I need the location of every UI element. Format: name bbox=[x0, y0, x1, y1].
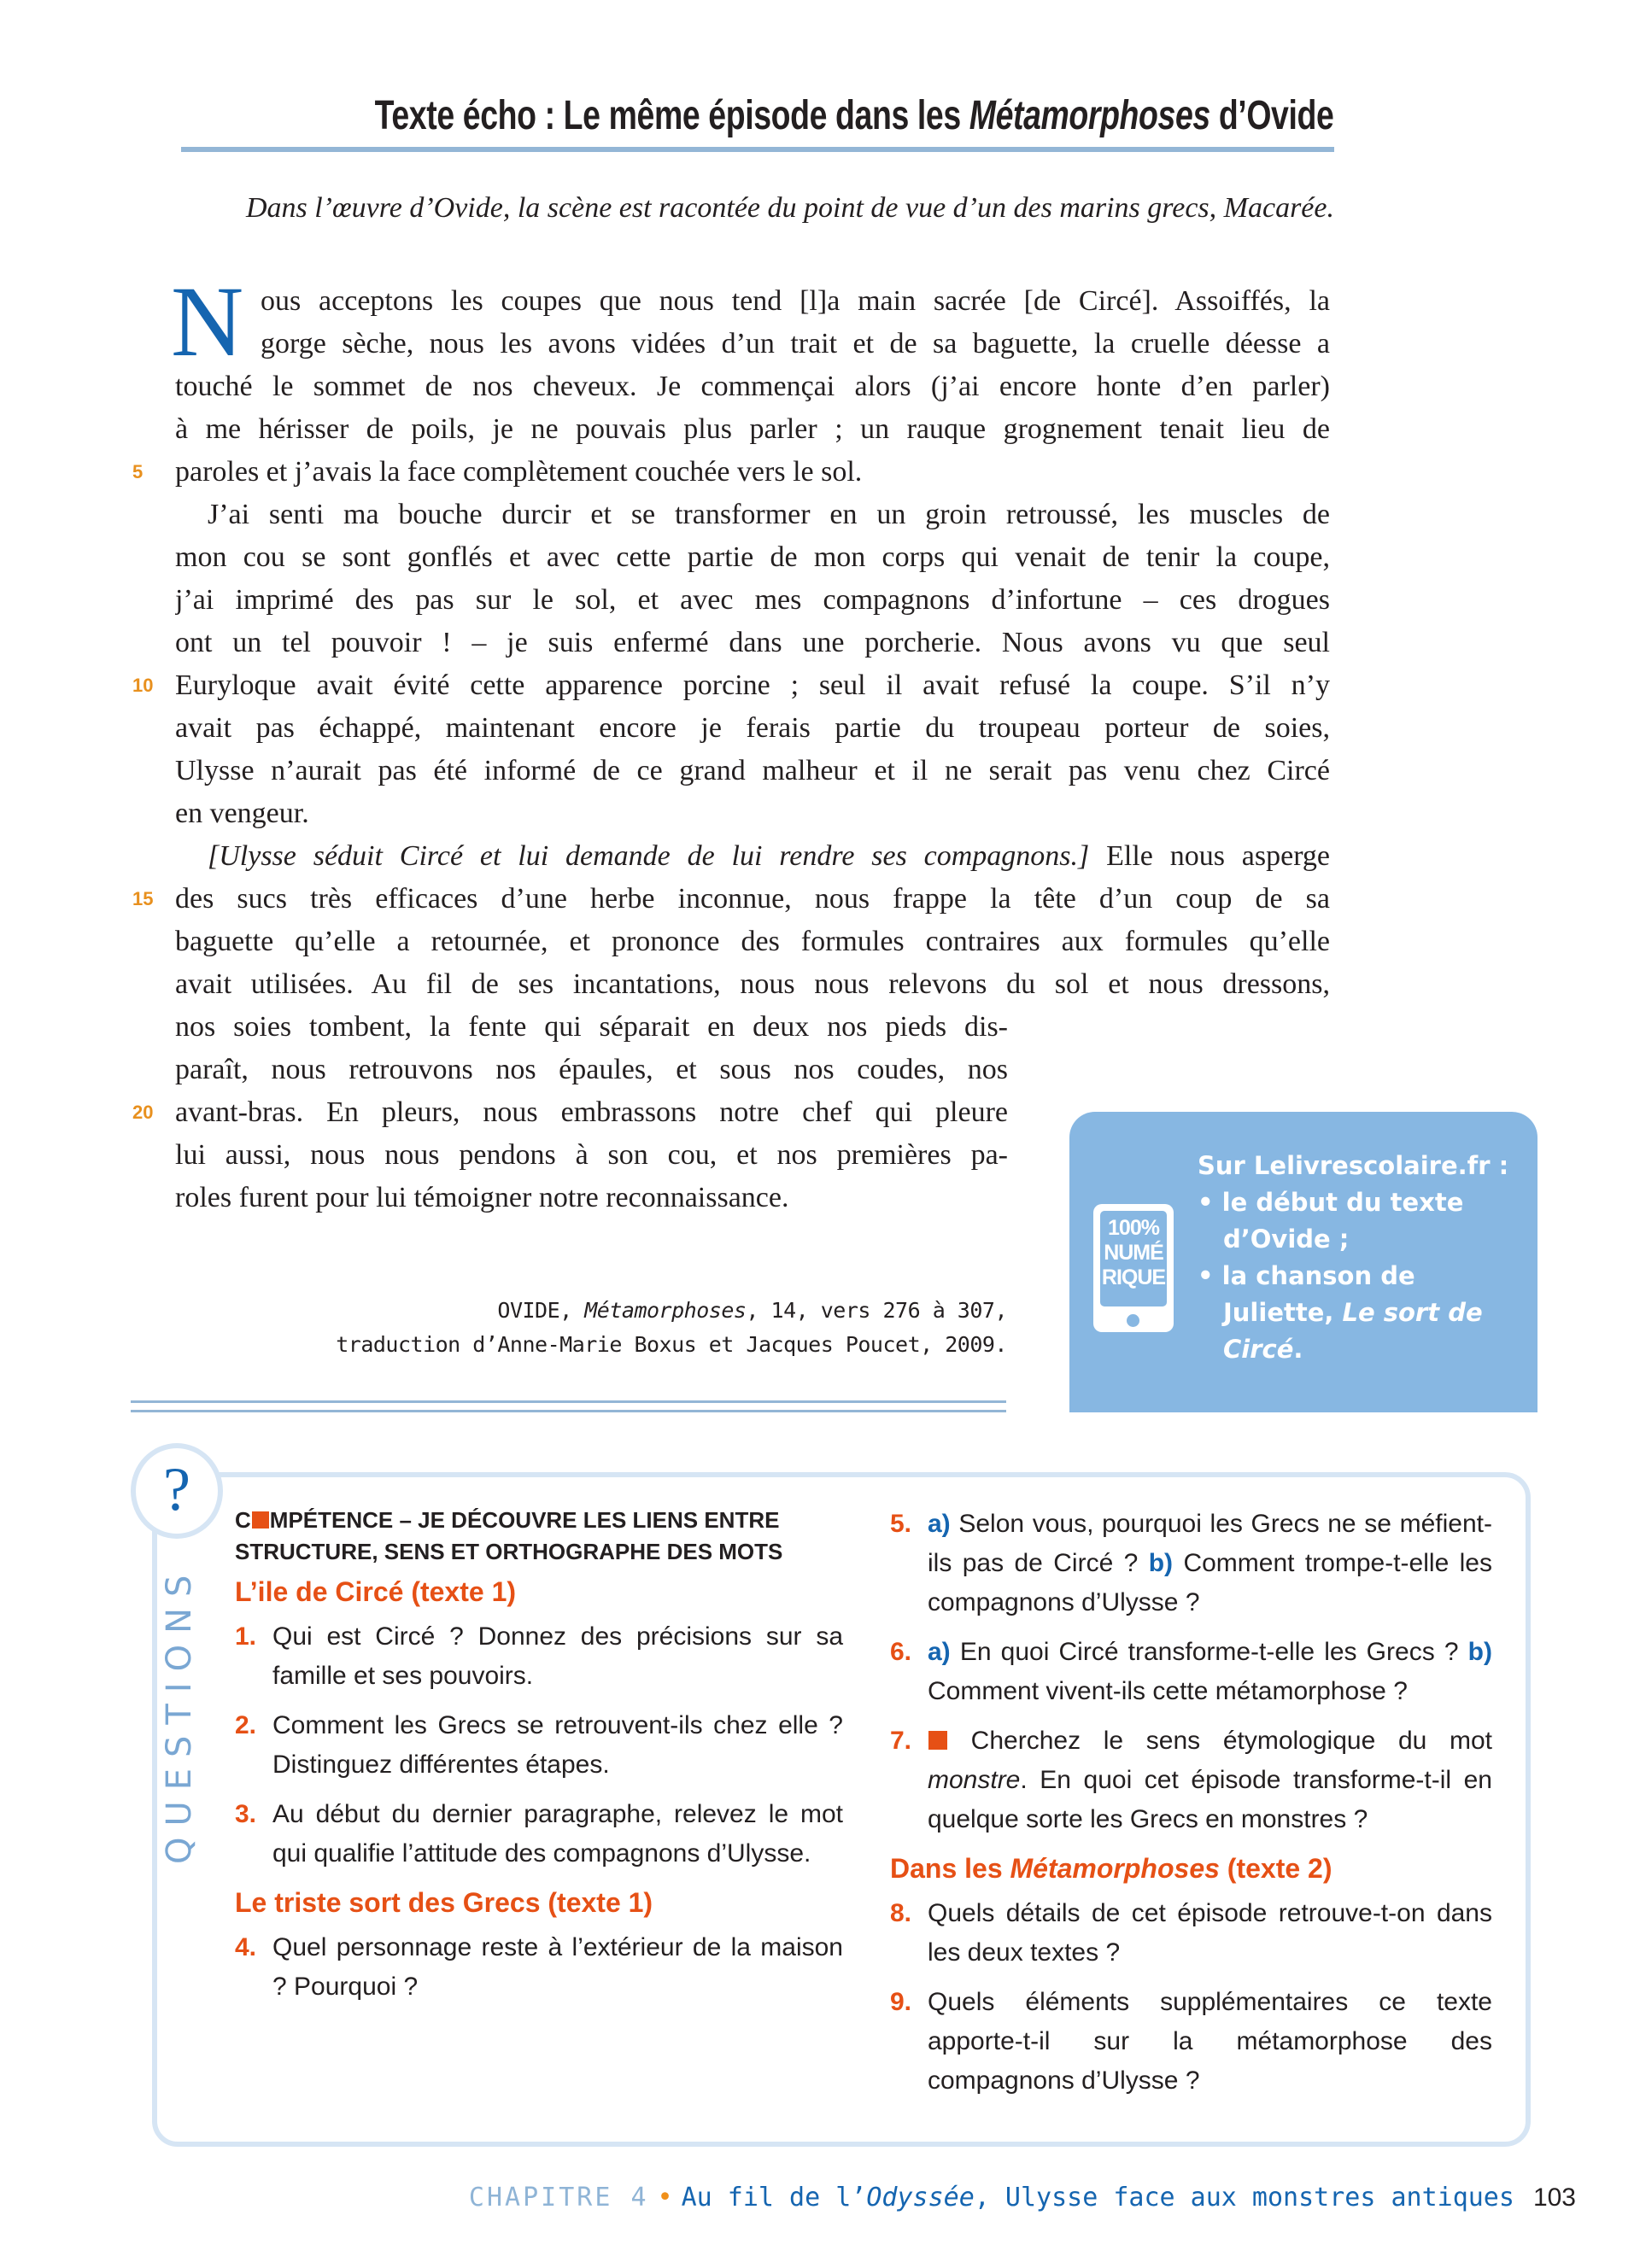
question-item bbox=[235, 1617, 843, 1696]
question-text: Au début du dernier paragraphe, relevez le mot qui qualifie l’attitude des compagnons d’Ulysse. bbox=[272, 1800, 843, 1868]
text-line bbox=[175, 792, 1330, 835]
line-text: avant-bras. En pleurs, nous embrassons notre chef qui pleure bbox=[175, 1096, 1008, 1128]
footer-title bbox=[682, 2183, 1514, 2212]
numerique-item[interactable]: • le début du texte d’Ovide ; bbox=[1198, 1188, 1464, 1254]
line-text: J’ai senti ma bouche durcir et se transformer en un groin retroussé, les muscles de bbox=[208, 499, 1330, 530]
bullet-dot-icon: • bbox=[657, 2183, 673, 2212]
footer-title-italic: Odyssée bbox=[866, 2183, 975, 2212]
line-text: Euryloque avait évité cette apparence porcine ; seul il avait refusé la coupe. S’il n’y bbox=[175, 669, 1330, 701]
sub-question-label: a) bbox=[928, 1510, 951, 1538]
text-line bbox=[175, 579, 1330, 622]
question-item bbox=[890, 1633, 1492, 1711]
line-text: avait utilisées. Au fil de ses incantations, nous nous relevons du sol et nous dressons, bbox=[175, 968, 1330, 1000]
question-text: Comment trompe-t-elle les compagnons d’Ulysse ? bbox=[928, 1549, 1492, 1616]
sub-question-label: b) bbox=[1467, 1638, 1492, 1666]
question-item bbox=[890, 1983, 1492, 2101]
competence-text: MPÉTENCE – JE DÉCOUVRE LES LIENS ENTRE STRUCTURE, SENS ET ORTHOGRAPHE DES MOTS bbox=[235, 1507, 783, 1564]
numerique-text bbox=[1198, 1148, 1531, 1368]
line-text: Elle nous asperge bbox=[1089, 840, 1330, 872]
question-item bbox=[890, 1894, 1492, 1973]
question-number: 1. bbox=[235, 1622, 257, 1651]
source-translation: traduction d’Anne-Marie Boxus et Jacques Poucet, 2009. bbox=[336, 1332, 1007, 1357]
question-text: Cherchez le sens étymologique du mot bbox=[948, 1727, 1492, 1755]
source-ref: , 14, vers 276 à 307, bbox=[746, 1298, 1007, 1323]
question-number: 5. bbox=[890, 1510, 912, 1538]
text-line bbox=[175, 622, 1330, 664]
questions-left-column bbox=[235, 1505, 843, 2017]
sub-question-label: b) bbox=[1148, 1549, 1174, 1577]
page-footer bbox=[469, 2183, 1576, 2212]
question-text: Comment vivent-ils cette métamorphose ? bbox=[928, 1677, 1408, 1705]
title-suffix: d’Ovide bbox=[1210, 93, 1333, 138]
title-text: Texte écho : Le même épisode dans les bbox=[374, 93, 969, 138]
line-number: 5 bbox=[132, 461, 144, 482]
text-line bbox=[175, 1006, 1008, 1049]
numerique-item[interactable] bbox=[1198, 1258, 1531, 1368]
line-text: roles furent pour lui témoigner notre reconnaissance. bbox=[175, 1182, 789, 1213]
phone-icon bbox=[1093, 1204, 1174, 1332]
question-number: 4. bbox=[235, 1933, 257, 1961]
text-line bbox=[175, 878, 1330, 921]
footer-title-text: Au fil de l’ bbox=[681, 2183, 867, 2212]
question-text: . En quoi cet épisode transforme-t-il en quelque sorte les Grecs en monstres ? bbox=[928, 1766, 1492, 1833]
line-text: des sucs très efficaces d’une herbe inconnue, nous frappe la tête d’un coup de sa bbox=[175, 883, 1330, 915]
line-number: 15 bbox=[132, 888, 154, 909]
line-text: lui aussi, nous nous pendons à son cou, et nos premières pa- bbox=[175, 1139, 1008, 1171]
badge-100-numerique bbox=[1100, 1211, 1167, 1306]
orange-square-icon bbox=[928, 1731, 947, 1750]
text-line bbox=[175, 1049, 1008, 1091]
item-italic: Le sort de Circé bbox=[1223, 1298, 1483, 1364]
question-text: Quel personnage reste à l’extérieur de la maison ? Pourquoi ? bbox=[272, 1933, 843, 2001]
question-text: L’ile de Circé (texte 1) bbox=[235, 1576, 517, 1607]
text-line bbox=[175, 365, 1330, 408]
footer-chapter: CHAPITRE 4 bbox=[468, 2183, 649, 2212]
sub-question-label: a) bbox=[928, 1638, 951, 1666]
line-text: à me hérisser de poils, je ne pouvais plus parler ; un rauque grognement tenait lieu de bbox=[175, 413, 1330, 445]
intro-text: Dans l’œuvre d’Ovide, la scène est racontée du point de vue d’un des marins grecs, Macarée. bbox=[245, 192, 1334, 224]
question-text: Le triste sort des Grecs (texte 1) bbox=[235, 1887, 653, 1918]
line-text: j’ai imprimé des pas sur le sol, et avec mes compagnons d’infortune – ces drogues bbox=[175, 584, 1330, 616]
page-number: 103 bbox=[1532, 2183, 1576, 2212]
line-number: 10 bbox=[132, 675, 154, 696]
question-number: 6. bbox=[890, 1638, 912, 1666]
source-citation bbox=[336, 1294, 1007, 1362]
section-subheading bbox=[890, 1850, 1492, 1887]
text-line bbox=[175, 408, 1330, 451]
line-text: baguette qu’elle a retournée, et prononce des formules contraires aux formules qu’elle bbox=[175, 926, 1330, 957]
question-mark-icon: ? bbox=[131, 1443, 223, 1539]
line-text: touché le sommet de nos cheveux. Je commençai alors (j’ai encore honte d’en parler) bbox=[175, 371, 1330, 402]
question-number: 2. bbox=[235, 1711, 257, 1739]
item-suffix: . bbox=[1293, 1335, 1303, 1364]
question-item bbox=[235, 1928, 843, 2007]
badge-line: RIQUE bbox=[1101, 1266, 1166, 1289]
line-text: avait pas échappé, maintenant encore je ferais partie du troupeau porteur de soies, bbox=[175, 712, 1330, 744]
text-line bbox=[261, 323, 1330, 365]
question-item bbox=[235, 1706, 843, 1785]
italic-text: Métamorphoses bbox=[1010, 1853, 1220, 1884]
line-text: Ulysse n’aurait pas été informé de ce grand malheur et il ne serait pas venu chez Circé bbox=[175, 755, 1330, 786]
text-line bbox=[175, 536, 1330, 579]
badge-line: NUMÉ bbox=[1104, 1241, 1163, 1265]
text-line bbox=[175, 1177, 1008, 1219]
question-item bbox=[235, 1795, 843, 1873]
question-text: Quels éléments supplémentaires ce texte apporte-t-il sur la métamorphose des compagnons d’Ulysse ? bbox=[928, 1988, 1492, 2095]
line-text: nos soies tombent, la fente qui séparait en deux nos pieds dis- bbox=[175, 1011, 1008, 1043]
italic-text: monstre bbox=[928, 1766, 1021, 1794]
source-work: Métamorphoses bbox=[584, 1298, 747, 1323]
title-italic: Métamorphoses bbox=[969, 93, 1210, 138]
question-item bbox=[890, 1721, 1492, 1839]
question-text: Quels détails de cet épisode retrouve-t-on dans les deux textes ? bbox=[928, 1899, 1492, 1967]
line-text: paraît, nous retrouvons nos épaules, et sous nos coudes, nos bbox=[175, 1054, 1008, 1085]
text-line bbox=[175, 921, 1330, 963]
questions-vertical-label: QUESTIONS bbox=[160, 1564, 199, 1864]
competence-c: C bbox=[235, 1507, 251, 1533]
text-line bbox=[175, 664, 1330, 707]
footer-title-suffix: , Ulysse face aux monstres antiques bbox=[974, 2183, 1514, 2212]
drop-cap: N bbox=[171, 266, 244, 377]
line-number: 20 bbox=[132, 1102, 154, 1123]
line-text: mon cou se sont gonflés et avec cette partie de mon corps qui venait de tenir la coupe, bbox=[175, 541, 1330, 573]
divider-line bbox=[131, 1400, 1006, 1403]
badge-line: 100% bbox=[1108, 1216, 1159, 1240]
text-line bbox=[175, 1091, 1008, 1134]
divider-line bbox=[131, 1410, 1006, 1412]
question-item bbox=[890, 1505, 1492, 1622]
line-text: en vengeur. bbox=[175, 798, 309, 829]
section-subheading bbox=[235, 1573, 843, 1610]
orange-square-icon bbox=[252, 1511, 269, 1529]
text-line bbox=[175, 1134, 1008, 1177]
question-text: (texte 2) bbox=[1219, 1853, 1332, 1884]
title-rule bbox=[181, 147, 1334, 152]
question-number: 9. bbox=[890, 1988, 912, 2016]
question-number: 8. bbox=[890, 1899, 912, 1927]
question-number: 3. bbox=[235, 1800, 257, 1828]
source-author: OVIDE, bbox=[497, 1298, 585, 1323]
page-title bbox=[374, 92, 1333, 139]
line-text: paroles et j’avais la face complètement couchée vers le sol. bbox=[175, 456, 863, 488]
phone-button-icon bbox=[1127, 1314, 1139, 1327]
line-text: gorge sèche, nous les avons vidées d’un trait et de sa baguette, la cruelle déesse a bbox=[261, 328, 1330, 359]
question-text: Comment les Grecs se retrouvent-ils chez elle ? Distinguez différentes étapes. bbox=[272, 1711, 843, 1779]
numerique-box[interactable] bbox=[1069, 1112, 1538, 1412]
text-line bbox=[208, 835, 1330, 878]
text-line bbox=[175, 707, 1330, 750]
text-line bbox=[175, 963, 1330, 1006]
line-text: ont un tel pouvoir ! – je suis enfermé dans une porcherie. Nous avons vu que seul bbox=[175, 627, 1330, 658]
stage-direction: [Ulysse séduit Circé et lui demande de lui rendre ses compagnons.] bbox=[208, 840, 1090, 872]
competence-heading bbox=[235, 1505, 843, 1568]
question-number: 7. bbox=[890, 1727, 912, 1755]
questions-right-column bbox=[890, 1505, 1492, 2111]
item-text: • la chanson de Juliette, bbox=[1198, 1261, 1415, 1327]
question-text: Selon vous, pourquoi les Grecs ne se méfient-ils pas de Circé ? bbox=[928, 1510, 1492, 1577]
question-text: En quoi Circé transforme-t-elle les Grecs ? bbox=[950, 1638, 1468, 1666]
text-line bbox=[261, 280, 1330, 323]
section-subheading bbox=[235, 1884, 843, 1921]
line-text: ous acceptons les coupes que nous tend [l]a main sacrée [de Circé]. Assoiffés, la bbox=[261, 285, 1330, 317]
question-text: Qui est Circé ? Donnez des précisions sur sa famille et ses pouvoirs. bbox=[272, 1622, 843, 1690]
text-line bbox=[175, 750, 1330, 792]
text-line bbox=[175, 451, 1330, 494]
question-text: Dans les bbox=[890, 1853, 1010, 1884]
text-line bbox=[208, 494, 1330, 536]
numerique-heading: Sur Lelivrescolaire.fr : bbox=[1198, 1151, 1509, 1180]
